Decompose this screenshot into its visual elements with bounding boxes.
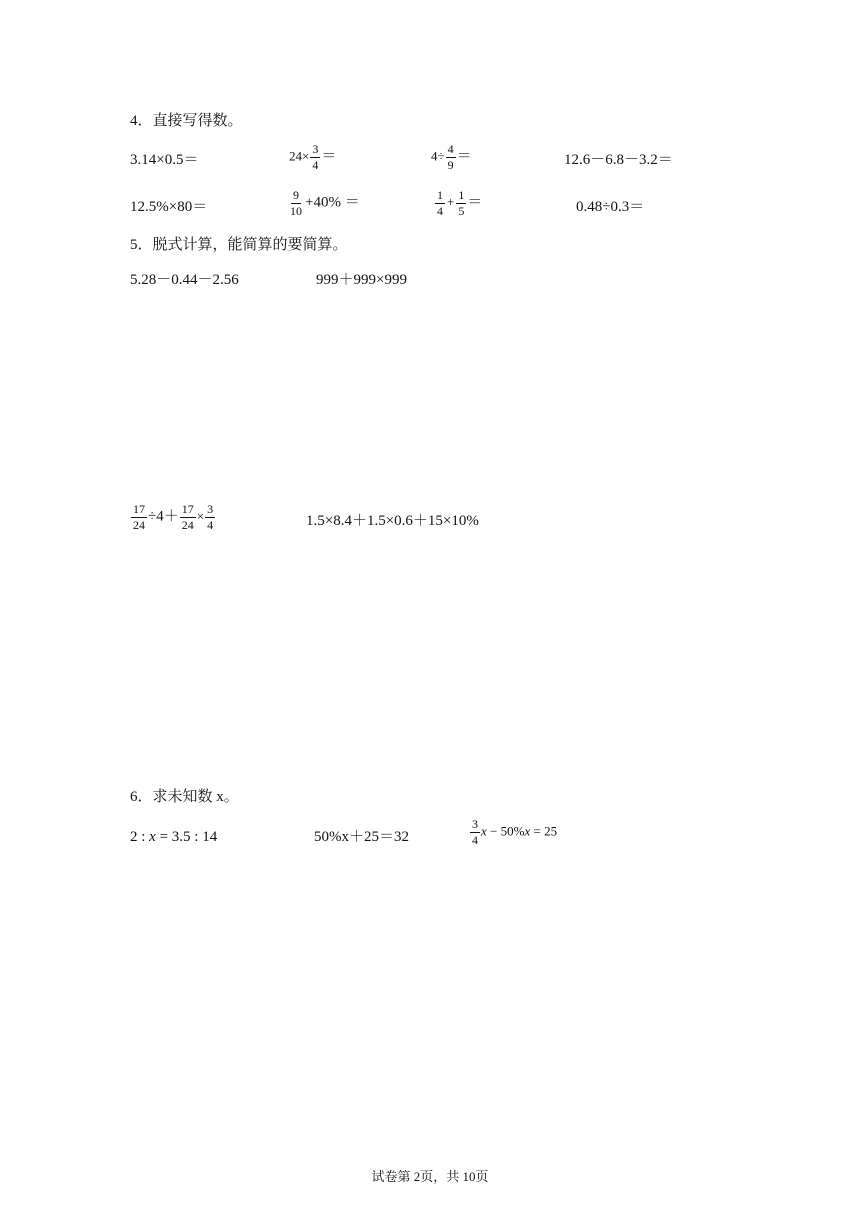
fraction [435, 189, 445, 218]
fraction [131, 503, 147, 532]
variable-x: x [524, 823, 531, 839]
section-6-heading: 6．求未知数 x。 [130, 789, 239, 805]
numerator: 3 [472, 817, 478, 831]
expr-lead: 4÷ [431, 148, 445, 164]
expr-tail: +40% ＝ [305, 194, 360, 211]
variable-x: x [481, 823, 487, 839]
numerator: 1 [437, 188, 443, 202]
equation-6-3 [469, 818, 557, 847]
numerator: 9 [293, 188, 299, 202]
problem-4-7 [434, 189, 482, 218]
problem-5-4: 1.5×8.4＋1.5×0.6＋15×10% [306, 513, 479, 529]
expr-tail: ＝ [321, 148, 337, 165]
problem-5-2: 999＋999×999 [316, 272, 407, 288]
problem-5-3 [130, 503, 216, 532]
denominator: 4 [437, 204, 443, 218]
fraction [310, 143, 320, 172]
fraction [288, 189, 304, 218]
fraction [456, 189, 466, 218]
section-5-heading: 5．脱式计算，能简算的要简算。 [130, 237, 348, 253]
plus-operator: + [447, 194, 455, 210]
equation-tail: = 25 [530, 823, 558, 839]
numerator: 17 [133, 502, 145, 516]
problem-4-8: 0.48÷0.3＝ [576, 199, 645, 215]
problem-4-4: 12.6－6.8－3.2＝ [564, 152, 673, 168]
denominator: 4 [312, 158, 319, 172]
problem-4-6 [287, 189, 360, 218]
equation-6-2: 50%x＋25＝32 [314, 829, 409, 845]
page-footer: 试卷第 2页，共 10页 [371, 1169, 489, 1184]
denominator: 10 [290, 204, 302, 218]
section-4-heading: 4．直接写得数。 [130, 113, 243, 129]
denominator: 24 [181, 518, 194, 532]
problem-4-2 [289, 143, 336, 172]
fraction [205, 503, 215, 532]
expr-tail: ＝ [467, 194, 483, 211]
equation-lead: 2 : [130, 829, 150, 845]
denominator: 5 [458, 204, 465, 218]
numerator: 1 [458, 188, 465, 202]
variable-x: x [149, 829, 156, 845]
times-operator: × [196, 508, 205, 524]
denominator: 4 [207, 518, 214, 532]
problem-4-1: 3.14×0.5＝ [130, 152, 199, 168]
numerator: 17 [181, 502, 194, 516]
problem-4-3 [431, 143, 472, 172]
numerator: 4 [447, 142, 454, 156]
equation-middle: − 50% [486, 823, 525, 839]
denominator: 24 [133, 518, 145, 532]
fraction [446, 143, 456, 172]
denominator: 9 [447, 158, 454, 172]
expr-middle: ÷4＋ [148, 508, 179, 525]
denominator: 4 [472, 833, 478, 847]
fraction [470, 818, 480, 847]
problem-5-1: 5.28－0.44－2.56 [130, 272, 239, 288]
expr-tail: ＝ [456, 148, 472, 165]
numerator: 3 [207, 502, 214, 516]
expr-lead: 24× [289, 148, 310, 164]
problem-4-5: 12.5%×80＝ [130, 199, 208, 215]
numerator: 3 [312, 142, 319, 156]
equation-tail: = 3.5 : 14 [155, 829, 218, 845]
equation-6-1 [130, 828, 217, 846]
fraction [180, 503, 196, 532]
